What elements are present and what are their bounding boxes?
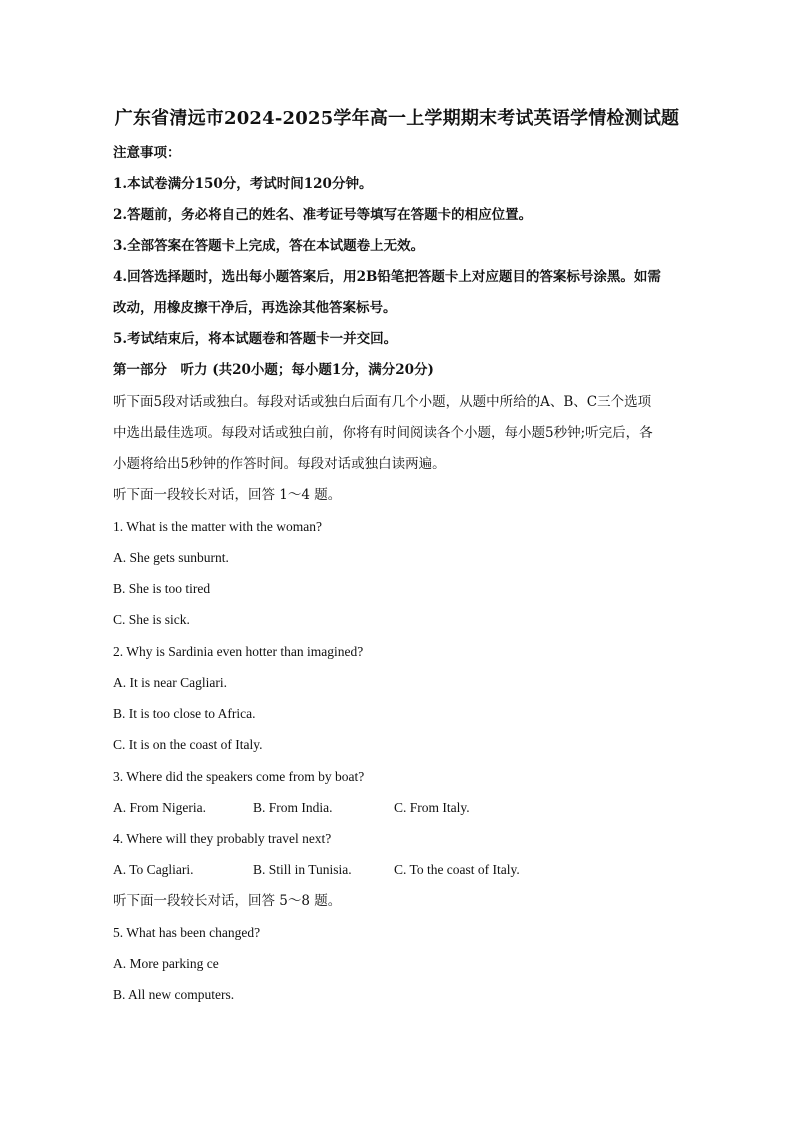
- notice-item: 改动，用橡皮擦干净后，再选涂其他答案标号。: [113, 300, 397, 316]
- question-stem: 5. What has been changed?: [113, 925, 261, 940]
- option-c: C. From Italy.: [394, 800, 470, 815]
- option-a: A. She gets sunburnt.: [113, 550, 229, 565]
- question-stem: 4. Where will they probably travel next?: [113, 831, 332, 846]
- instruction-line: 小题将给出5秒钟的作答时间。每段对话或独白读两遍。: [113, 456, 446, 472]
- notice-item: 1.本试卷满分150分，考试时间120分钟。: [113, 176, 373, 192]
- notice-item: 4.回答选择题时，选出每小题答案后，用2B铅笔把答题卡上对应题目的答案标号涂黑。如需: [113, 269, 661, 285]
- page-title: 广东省清远市2024-2025学年高一上学期期末考试英语学情检测试题: [114, 108, 680, 129]
- option-a: A. It is near Cagliari.: [113, 675, 227, 690]
- question-stem: 1. What is the matter with the woman?: [113, 519, 322, 534]
- section-intro: 听下面一段较长对话，回答 1～4 题。: [113, 487, 342, 503]
- section-intro: 听下面一段较长对话，回答 5～8 题。: [113, 893, 342, 909]
- instruction-line: 中选出最佳选项。每段对话或独白前，你将有时间阅读各个小题，每小题5秒钟;听完后，各: [113, 425, 653, 441]
- notice-item: 5.考试结束后，将本试题卷和答题卡一并交回。: [113, 331, 398, 347]
- option-b: B. Still in Tunisia.: [253, 862, 352, 877]
- option-c: C. She is sick.: [113, 612, 190, 627]
- option-c: C. To the coast of Italy.: [394, 862, 520, 877]
- option-c: C. It is on the coast of Italy.: [113, 737, 263, 752]
- option-a: A. To Cagliari.: [113, 862, 194, 877]
- question-stem: 2. Why is Sardinia even hotter than imagined?: [113, 644, 364, 659]
- instruction-line: 听下面5段对话或独白。每段对话或独白后面有几个小题，从题中所给的A、B、C三个选项: [113, 394, 652, 410]
- option-b: B. It is too close to Africa.: [113, 706, 256, 721]
- notice-heading: 注意事项：: [113, 145, 181, 161]
- part1-heading: 第一部分 听力 (共20小题；每小题1分，满分20分): [113, 362, 434, 378]
- question-stem: 3. Where did the speakers come from by boat?: [113, 769, 365, 784]
- notice-item: 3.全部答案在答题卡上完成，答在本试题卷上无效。: [113, 238, 425, 254]
- option-a: A. From Nigeria.: [113, 800, 206, 815]
- notice-item: 2.答题前，务必将自己的姓名、准考证号等填写在答题卡的相应位置。: [113, 207, 533, 223]
- option-b: B. All new computers.: [113, 987, 235, 1002]
- option-a: A. More parking ce: [113, 956, 219, 971]
- option-b: B. From India.: [253, 800, 333, 815]
- option-b: B. She is too tired: [113, 581, 211, 596]
